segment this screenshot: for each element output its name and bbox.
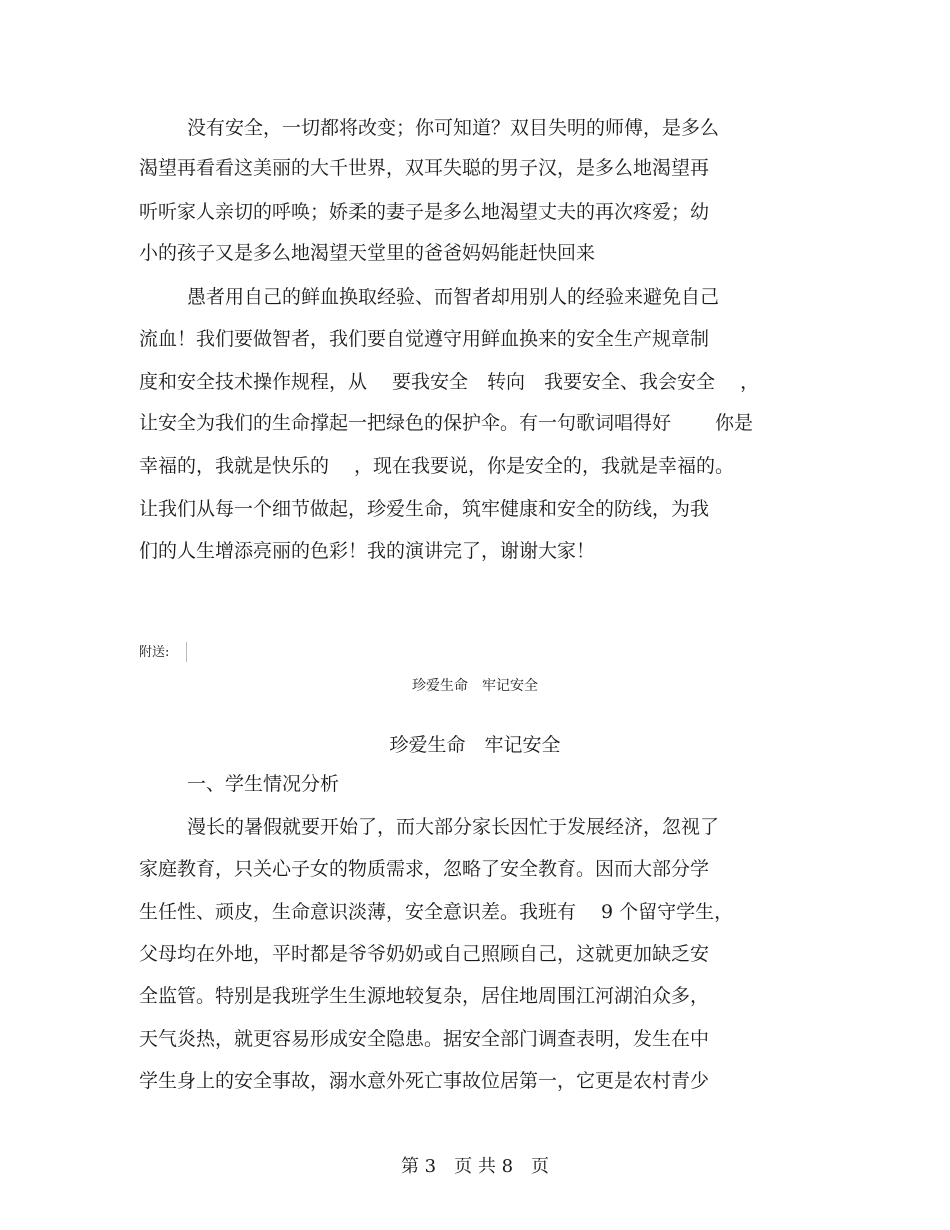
attachment-title: 珍爱生命 牢记安全: [389, 734, 561, 756]
attachment-label: 附送:: [139, 645, 170, 660]
speech-line: 愚者用自己的鲜血换取经验、而智者却用别人的经验来避免自己: [187, 286, 720, 308]
section-heading: 一、学生情况分析: [187, 773, 340, 795]
speech-line: 渴望再看看这美丽的大千世界，双耳失聪的男子汉，是多么地渴望再: [139, 157, 710, 179]
page-number: 第 3 页 共 8 页: [400, 1156, 550, 1177]
body-line: 天气炎热，就更容易形成安全隐患。据安全部门调查表明，发生在中: [139, 1028, 710, 1050]
speech-line: 流血！我们要做智者，我们要自觉遵守用鲜血换来的安全生产规章制: [139, 328, 710, 350]
attachment-small-title: 珍爱生命 牢记安全: [412, 678, 538, 694]
speech-line: 让我们从每一个细节做起，珍爱生命，筑牢健康和安全的防线，为我: [139, 498, 710, 520]
body-line: 全监管。特别是我班学生生源地较复杂，居住地周围江河湖泊众多，: [139, 985, 710, 1007]
body-line: 学生身上的安全事故，溺水意外死亡事故位居第一，它更是农村青少: [139, 1070, 710, 1092]
body-line: 漫长的暑假就要开始了，而大部分家长因忙于发展经济，忽视了: [187, 816, 720, 838]
speech-line: 幸福的，我就是快乐的 ，现在我要说，你是安全的，我就是幸福的。: [139, 455, 735, 477]
speech-line: 小的孩子又是多么地渴望天堂里的爸爸妈妈能赶快回来: [139, 242, 596, 264]
speech-line: 们的人生增添亮丽的色彩！我的演讲完了，谢谢大家！: [139, 540, 596, 562]
speech-line: 没有安全，一切都将改变；你可知道？双目失明的师傅，是多么: [187, 117, 720, 139]
body-line: 生任性、顽皮，生命意识淡薄，安全意识差。我班有 9 个留守学生，: [139, 901, 734, 923]
attachment-divider: [186, 642, 187, 662]
body-line: 父母均在外地，平时都是爷爷奶奶或自己照顾自己，这就更加缺乏安: [139, 943, 710, 965]
speech-line: 度和安全技术操作规程，从 要我安全 转向 我要安全、我会安全 ，: [139, 371, 760, 393]
speech-line: 让安全为我们的生命撑起一把绿色的保护伞。有一句歌词唱得好 你是: [139, 412, 754, 434]
speech-line: 听听家人亲切的呼唤；娇柔的妻子是多么地渴望丈夫的再次疼爱；幼: [139, 201, 710, 223]
body-line: 家庭教育，只关心子女的物质需求，忽略了安全教育。因而大部分学: [139, 858, 710, 880]
